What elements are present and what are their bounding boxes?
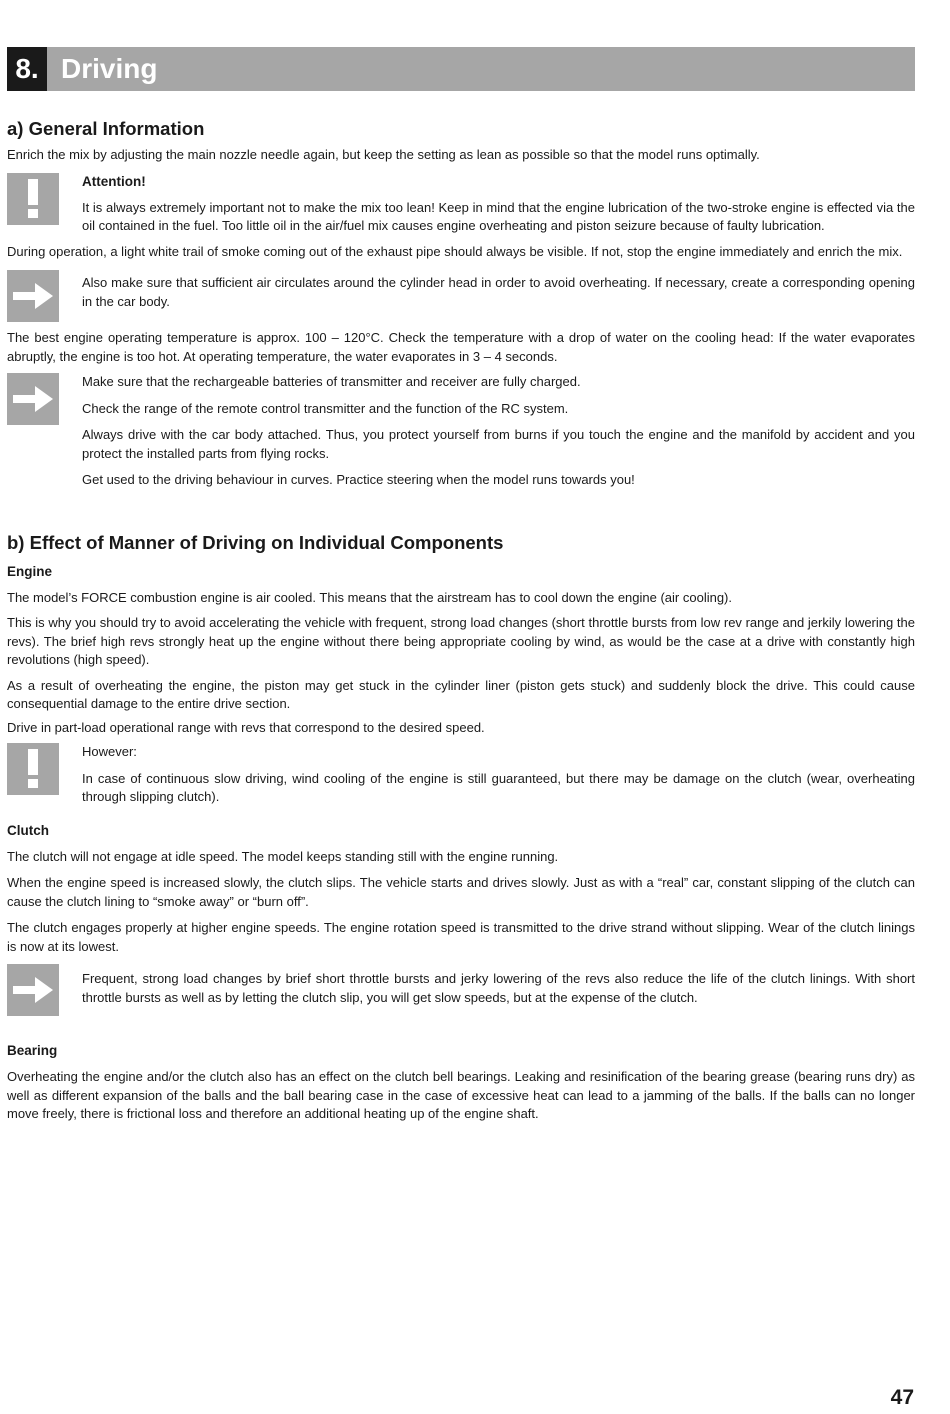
paragraph: Overheating the engine and/or the clutch also has an effect on the clutch bell bearings. Leaking and resinification of the bearing grease (bearing runs dry) as well as different expansion of the balls and the ball bearing case in the case of excessive heat can lead to a jamming of the balls. If the balls can no longer move freely, there is frictional loss and therefore an additional heating up of the engine shaft. — [7, 1069, 915, 1121]
attention-note — [7, 173, 915, 236]
arrow-right-icon — [7, 270, 59, 322]
paragraph: This is why you should try to avoid accelerating the vehicle with frequent, strong load changes (short throttle bursts from low rev range and jerkily lowering the revs). The brief high revs strongly heat up the engine without there being appropriate cooling by wind, as would be the case at a drive with constantly high revolutions (high speed). — [7, 615, 915, 667]
chapter-title: Driving — [61, 53, 158, 84]
chapter-number: 8. — [7, 47, 47, 91]
checklist-item: Check the range of the remote control transmitter and the function of the RC system. — [82, 400, 569, 416]
checklist-item: Make sure that the rechargeable batteries of transmitter and receiver are fully charged. — [82, 374, 581, 389]
attention-title: Attention! — [82, 173, 146, 189]
section-a-heading: a) General Information — [7, 118, 205, 139]
exclamation-icon — [7, 743, 59, 795]
exclamation-icon — [7, 173, 59, 225]
warning-title: However: — [82, 744, 137, 759]
bearing-heading: Bearing — [7, 1043, 58, 1058]
paragraph: The best engine operating temperature is approx. 100 – 120°C. Check the temperature with a drop of water on the cooling head: If the water evaporates abruptly, the engine is too hot. At operating temperature, the water evaporates in 3 – 4 seconds. — [7, 330, 915, 364]
clutch-hint-note — [7, 964, 915, 1016]
clutch-heading: Clutch — [7, 822, 49, 838]
paragraph: The model’s FORCE combustion engine is air cooled. This means that the airstream has to cool down the engine (air cooling). — [7, 589, 732, 605]
paragraph: The clutch will not engage at idle speed. The model keeps standing still with the engine running. — [7, 848, 559, 864]
paragraph: During operation, a light white trail of smoke coming out of the exhaust pipe should always be visible. If not, stop the engine immediately and enrich the mix. — [7, 243, 903, 259]
section-b-heading: b) Effect of Manner of Driving on Individual Components — [7, 531, 504, 553]
page-content — [7, 47, 915, 1124]
hint-note — [7, 270, 915, 322]
paragraph: When the engine speed is increased slowly, the clutch slips. The vehicle starts and drives slowly. Just as with a “real” car, constant slipping of the clutch can cause the clutch lining to “smoke away” or “burn off”. — [7, 875, 915, 909]
warning-note — [7, 743, 915, 807]
arrow-right-icon — [7, 373, 59, 425]
paragraph: Enrich the mix by adjusting the main nozzle needle again, but keep the setting as lean as possible so that the model runs optimally. — [7, 147, 760, 162]
checklist-note — [7, 373, 915, 490]
checklist-item: Always drive with the car body attached. Thus, you protect yourself from burns if you touch the engine and the manifold by accident and you protect the installed parts from flying rocks. — [82, 427, 915, 461]
paragraph: The clutch engages properly at higher engine speeds. The engine rotation speed is transmitted to the drive strand without slipping. Wear of the clutch linings is now at its lowest. — [7, 920, 915, 954]
chapter-header — [7, 47, 915, 91]
hint-text: Frequent, strong load changes by brief short throttle bursts and jerky lowering of the revs also reduce the life of the clutch linings. With short throttle bursts as well as by letting the clutch slip, you will get slow speeds, but at the expense of the clutch. — [82, 971, 915, 1005]
warning-text: In case of continuous slow driving, wind cooling of the engine is still guaranteed, but there may be damage on the clutch (wear, overheating through slipping clutch). — [82, 770, 915, 804]
paragraph: As a result of overheating the engine, the piston may get stuck in the cylinder liner (piston gets stuck) and suddenly block the drive. This could cause consequential damage to the entire drive section. — [7, 677, 915, 711]
page-number: 47 — [890, 1386, 914, 1409]
hint-text: Also make sure that sufficient air circulates around the cylinder head in order to avoid overheating. If necessary, create a corresponding opening in the car body. — [82, 275, 915, 309]
attention-text: It is always extremely important not to make the mix too lean! Keep in mind that the engine lubrication of the two-stroke engine is effected via the oil contained in the fuel. Too little oil in the air/fuel mix causes engine overheating and piston seizure because of faulty lubrication. — [82, 199, 915, 233]
engine-heading: Engine — [7, 563, 53, 579]
paragraph: Drive in part-load operational range with revs that correspond to the desired speed. — [7, 719, 485, 735]
arrow-right-icon — [7, 964, 59, 1016]
checklist-item: Get used to the driving behaviour in curves. Practice steering when the model runs towards you! — [82, 472, 635, 487]
